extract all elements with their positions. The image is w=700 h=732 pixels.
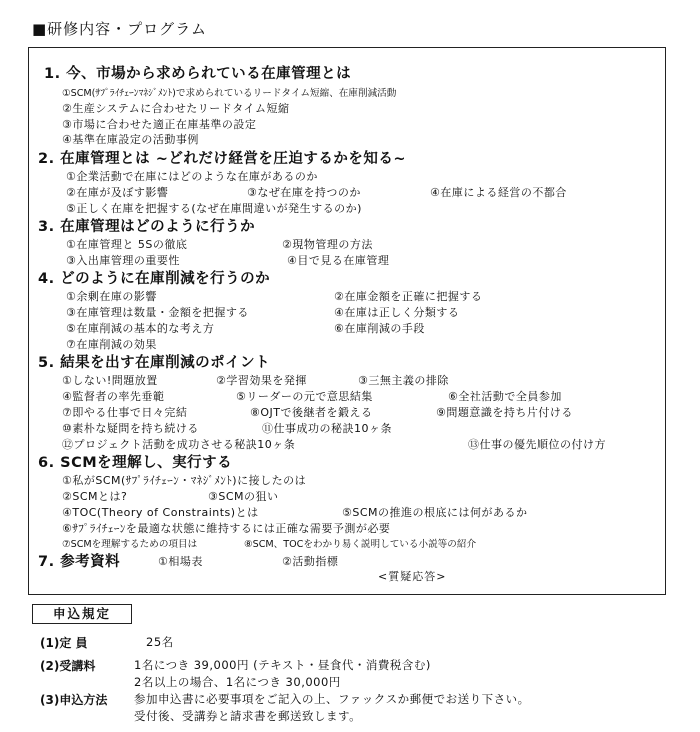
program-item: ③在庫管理は数量・金額を把握する [66, 306, 249, 319]
rule-value-capacity: 25名 [146, 635, 174, 649]
program-item: ④基準在庫設定の活動事例 [62, 133, 199, 146]
program-item: ②在庫が及ぼす影響 [66, 186, 169, 199]
section-heading: 7. 参考資料 [38, 554, 121, 570]
program-item: ⑥ｻﾌﾟﾗｲﾁｪｰﾝを最適な状態に維持するには正確な需要予測が必要 [62, 522, 391, 535]
rule-label-fee: (2)受講料 [40, 659, 96, 673]
program-item: ⑤リーダーの元で意思結集 [236, 390, 373, 403]
program-item: ②在庫金額を正確に把握する [334, 290, 483, 303]
program-item: ⑩素朴な疑問を持ち続ける [62, 422, 199, 435]
section-heading: 6. SCMを理解し、実行する [38, 455, 233, 471]
rule-label-method: (3)申込方法 [40, 693, 108, 707]
program-item: ⑤正しく在庫を把握する(なぜ在庫間違いが発生するのか) [66, 202, 362, 215]
program-item: ⑦SCMを理解するための項目は [62, 539, 198, 550]
rule-value-fee: 1名につき 39,000円 (テキスト・昼食代・消費税含む) [134, 658, 431, 672]
rule-value-method: 参加申込書に必要事項をご記入の上、ファックスか郵便でお送り下さい。 [134, 692, 530, 706]
program-item: ①しない!問題放置 [62, 374, 158, 387]
program-item: ⑫プロジェクト活動を成功させる秘訣10ヶ条 [62, 438, 296, 451]
program-item: ⑬仕事の優先順位の付け方 [468, 438, 606, 451]
program-item: ③なぜ在庫を持つのか [247, 186, 361, 199]
qa-note: <質疑応答> [378, 570, 447, 583]
section-heading: 1. 今、市場から求められている在庫管理とは [44, 66, 352, 82]
program-item: ③SCMの狙い [208, 490, 279, 503]
program-item: ⑨問題意識を持ち片付ける [436, 406, 573, 419]
program-item: ④在庫による経営の不都合 [430, 186, 567, 199]
page-title: ■研修内容・プログラム [32, 20, 208, 38]
program-item: ⑥全社活動で全員参加 [448, 390, 562, 403]
program-item: ④TOC(Theory of Constraints)とは [62, 506, 259, 519]
program-item: ①在庫管理と 5Sの徹底 [66, 238, 188, 251]
rule-value-fee: 2名以上の場合、1名につき 30,000円 [134, 675, 341, 689]
section-heading: 5. 結果を出す在庫削減のポイント [38, 355, 271, 371]
program-item: ③市場に合わせた適正在庫基準の設定 [62, 118, 257, 131]
program-item: ①余剰在庫の影響 [66, 290, 157, 303]
rule-label-capacity: (1)定 員 [40, 636, 88, 650]
program-item: ③入出庫管理の重要性 [66, 254, 180, 267]
rules-title: 申込規定 [32, 604, 132, 624]
program-item: ⑪仕事成功の秘訣10ヶ条 [262, 422, 392, 435]
program-item: ③三無主義の排除 [358, 374, 449, 387]
program-item: ④監督者の率先垂範 [62, 390, 165, 403]
section-heading: 4. どのように在庫削減を行うのか [38, 271, 271, 287]
program-item: ①私がSCM(ｻﾌﾟﾗｲﾁｪｰﾝ・ﾏﾈｼﾞﾒﾝﾄ)に接したのは [62, 474, 307, 487]
program-item: ②SCMとは? [62, 490, 128, 503]
program-item: ⑤在庫削減の基本的な考え方 [66, 322, 215, 335]
program-item: ⑤SCMの推進の根底には何があるか [342, 506, 528, 519]
rule-value-method: 受付後、受講券と請求書を郵送致します。 [134, 709, 362, 723]
program-item: ①相場表 [158, 555, 203, 568]
program-item: ⑧SCM、TOCをわかり易く説明している小説等の紹介 [244, 539, 477, 550]
program-item: ①SCM(ｻﾌﾟﾗｲﾁｪｰﾝﾏﾈｼﾞﾒﾝﾄ)で求められているリードタイム短縮、在庫削減活動 [62, 88, 397, 99]
program-item: ②生産システムに合わせたリードタイム短縮 [62, 102, 290, 115]
program-item: ②活動指標 [282, 555, 339, 568]
program-item: ⑧OJTで後継者を鍛える [250, 406, 373, 419]
program-item: ②学習効果を発揮 [216, 374, 307, 387]
program-item: ⑦即やる仕事で日々完結 [62, 406, 188, 419]
program-item: ④目で見る在庫管理 [287, 254, 390, 267]
program-item: ⑥在庫削減の手段 [334, 322, 425, 335]
section-heading: 2. 在庫管理とは ~どれだけ経営を圧迫するかを知る~ [38, 151, 406, 167]
section-heading: 3. 在庫管理はどのように行うか [38, 219, 256, 235]
program-item: ②現物管理の方法 [282, 238, 373, 251]
program-item: ①企業活動で在庫にはどのような在庫があるのか [66, 170, 318, 183]
program-item: ④在庫は正しく分類する [334, 306, 460, 319]
program-item: ⑦在庫削減の効果 [66, 338, 157, 351]
